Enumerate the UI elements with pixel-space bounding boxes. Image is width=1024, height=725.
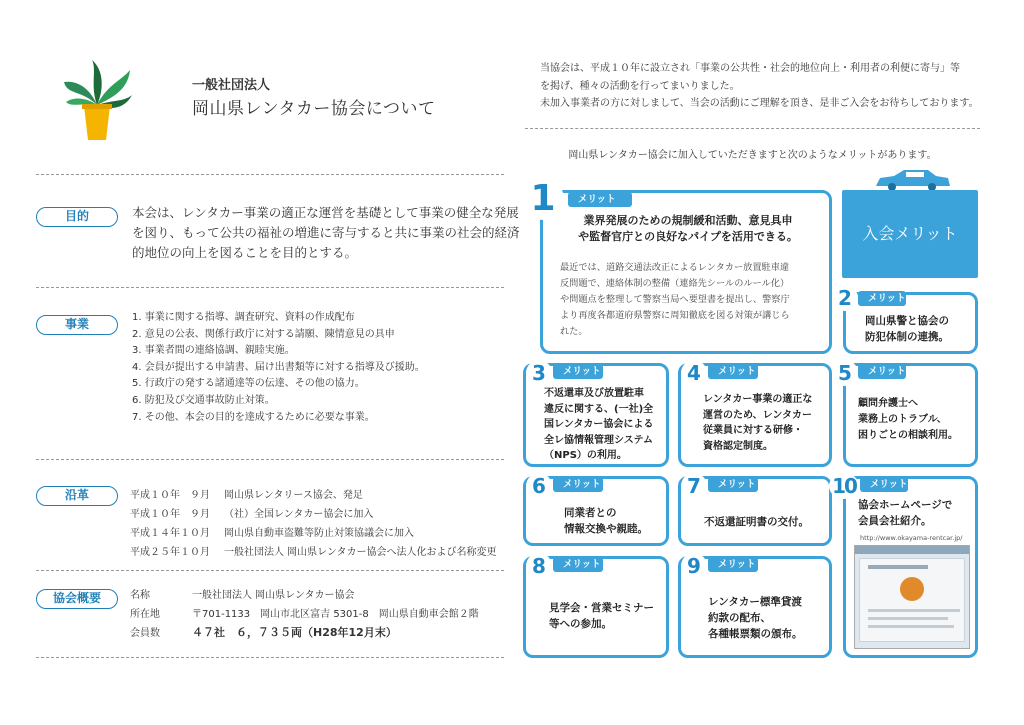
purpose-label: 目的 [36,207,118,227]
merit-tab: メリット [860,477,908,492]
business-label: 事業 [36,315,118,335]
merit-number: 4 [681,360,707,386]
list-item: 7. その他、本会の目的を達成するために必要な事業。 [132,411,375,423]
website-url[interactable]: http://www.okayama-rentcar.jp/ [860,534,963,542]
list-item: 3. 事業者間の連絡協調、親睦実施。 [132,345,295,357]
merit-title: 不返還証明書の交付。 [704,516,809,528]
divider [36,174,504,175]
merit-desc: 最近では、道路交通法改正によるレンタカー放置駐車違 反問題で、連絡体制の整備（連絡先シールのルール化） や問題点を整理して警察当局へ要望書を提出し、警察庁 より再度各都道府県警察に周知徹底を図る対策が講じら れた。 [560,262,790,337]
merit-number: 1 [522,178,564,220]
merit-title: 同業者との 情報交換や親睦。 [564,507,648,535]
list-item: 5. 行政庁の発する諸通達等の伝達、その他の協力。 [132,378,365,390]
table-row: 名称 一般社団法人 岡山県レンタカー協会 [130,590,355,601]
merit-title: 協会ホームページで 会員会社紹介。 [858,499,953,527]
merit-tab: メリット [568,192,632,207]
merit-tab: メリット [858,291,906,306]
table-row: 平成２５年１０月 一般社団法人 岡山県レンタカー協会へ法人化および名称変更 [130,547,497,558]
merit-title: 不返還車及び放置駐車 違反に関する、(一社)全 国レンタカー協会による 全レ協情報管理システム （NPS）の利用。 [544,388,654,461]
merit-number: 9 [681,553,707,579]
merit-title: レンタカー標準貸渡 約款の配布、 各種帳票類の頒布。 [708,596,803,640]
merit-tab: メリット [553,557,603,572]
merit-tab: メリット [708,557,758,572]
list-item: 1. 事業に関する指導、調査研究、資料の作成配布 [132,312,355,323]
table-row: 会員数 ４７社 ６，７３５両（H28年12月末） [130,626,397,639]
table-row: 平成１０年 ９月 岡山県レンタリース協会、発足 [130,490,363,501]
merit-tab: メリット [858,364,906,379]
merit-number: 5 [832,360,858,386]
merit-number: 10 [829,473,859,499]
table-row: 平成１４年１０月 岡山県自動車盗難等防止対策協議会に加入 [130,528,414,539]
divider [36,570,504,571]
page-title: 岡山県レンタカー協会について [192,99,436,119]
merit-heading: 入会メリット [842,190,978,278]
merit-tab: メリット [708,364,758,379]
merit-title: 岡山県警と協会の 防犯体制の連携。 [865,315,949,343]
merit-number: 6 [526,473,552,499]
table-row: 所在地 〒701-1133 岡山市北区富吉 5301-8 岡山県自動車会館２階 [130,609,479,620]
merit-number: 8 [526,553,552,579]
list-item: 4. 会員が提出する申請書、届け出書類等に対する指導及び援助。 [132,361,425,373]
profile-label: 協会概要 [36,589,118,609]
merit-title: 見学会・営業セミナー 等への参加。 [549,602,654,630]
car-icon [872,168,952,192]
divider [525,128,980,129]
merit-lead: 岡山県レンタカー協会に加入していただきますと次のようなメリットがあります。 [568,150,937,161]
merit-title: レンタカー事業の適正な 運営のため、レンタカー 従業員に対する研修・ 資格認定制度。 [703,394,813,452]
merit-title: 顧問弁護士へ 業務上のトラブル、 困りごとの相談利用。 [858,398,958,441]
org-type: 一般社団法人 [192,78,271,93]
history-label: 沿革 [36,486,118,506]
merit-title: 業界発展のための規制緩和活動、意見具申 や監督官庁との良好なパイプを活用できる。 [578,214,798,243]
divider [36,459,504,460]
list-item: 2. 意見の公表、関係行政庁に対する請願、陳情意見の具申 [132,328,395,340]
merit-tab: メリット [708,477,758,492]
purpose-text: 本会は、レンタカー事業の適正な運営を基礎として事業の健全な発展 を図り、もって公共の福祉の増進に寄与すると共に事業の社会的経済 的地位の向上を図ることを目的とする。 [132,205,520,260]
merit-number: 2 [832,285,858,311]
potted-plant-icon [62,60,132,142]
merit-number: 7 [681,473,707,499]
list-item: 6. 防犯及び交通事故防止対策。 [132,394,275,406]
website-screenshot [854,545,970,649]
intro-text: 当協会は、平成１０年に設立され「事業の公共性・社会的地位向上・利用者の利便に寄与」等 を掲げ、種々の活動を行ってまいりました。 未加入事業者の方に対しまして、当会の活動にご理解を頂き、是非ご入会をお待ちしております。 [540,63,979,109]
divider [36,657,504,658]
divider [36,287,504,288]
merit-number: 3 [526,360,552,386]
table-row: 平成１０年 ９月 （社）全国レンタカー協会に加入 [130,509,374,520]
business-list [132,310,425,426]
merit-tab: メリット [553,477,603,492]
merit-tab: メリット [553,364,603,379]
